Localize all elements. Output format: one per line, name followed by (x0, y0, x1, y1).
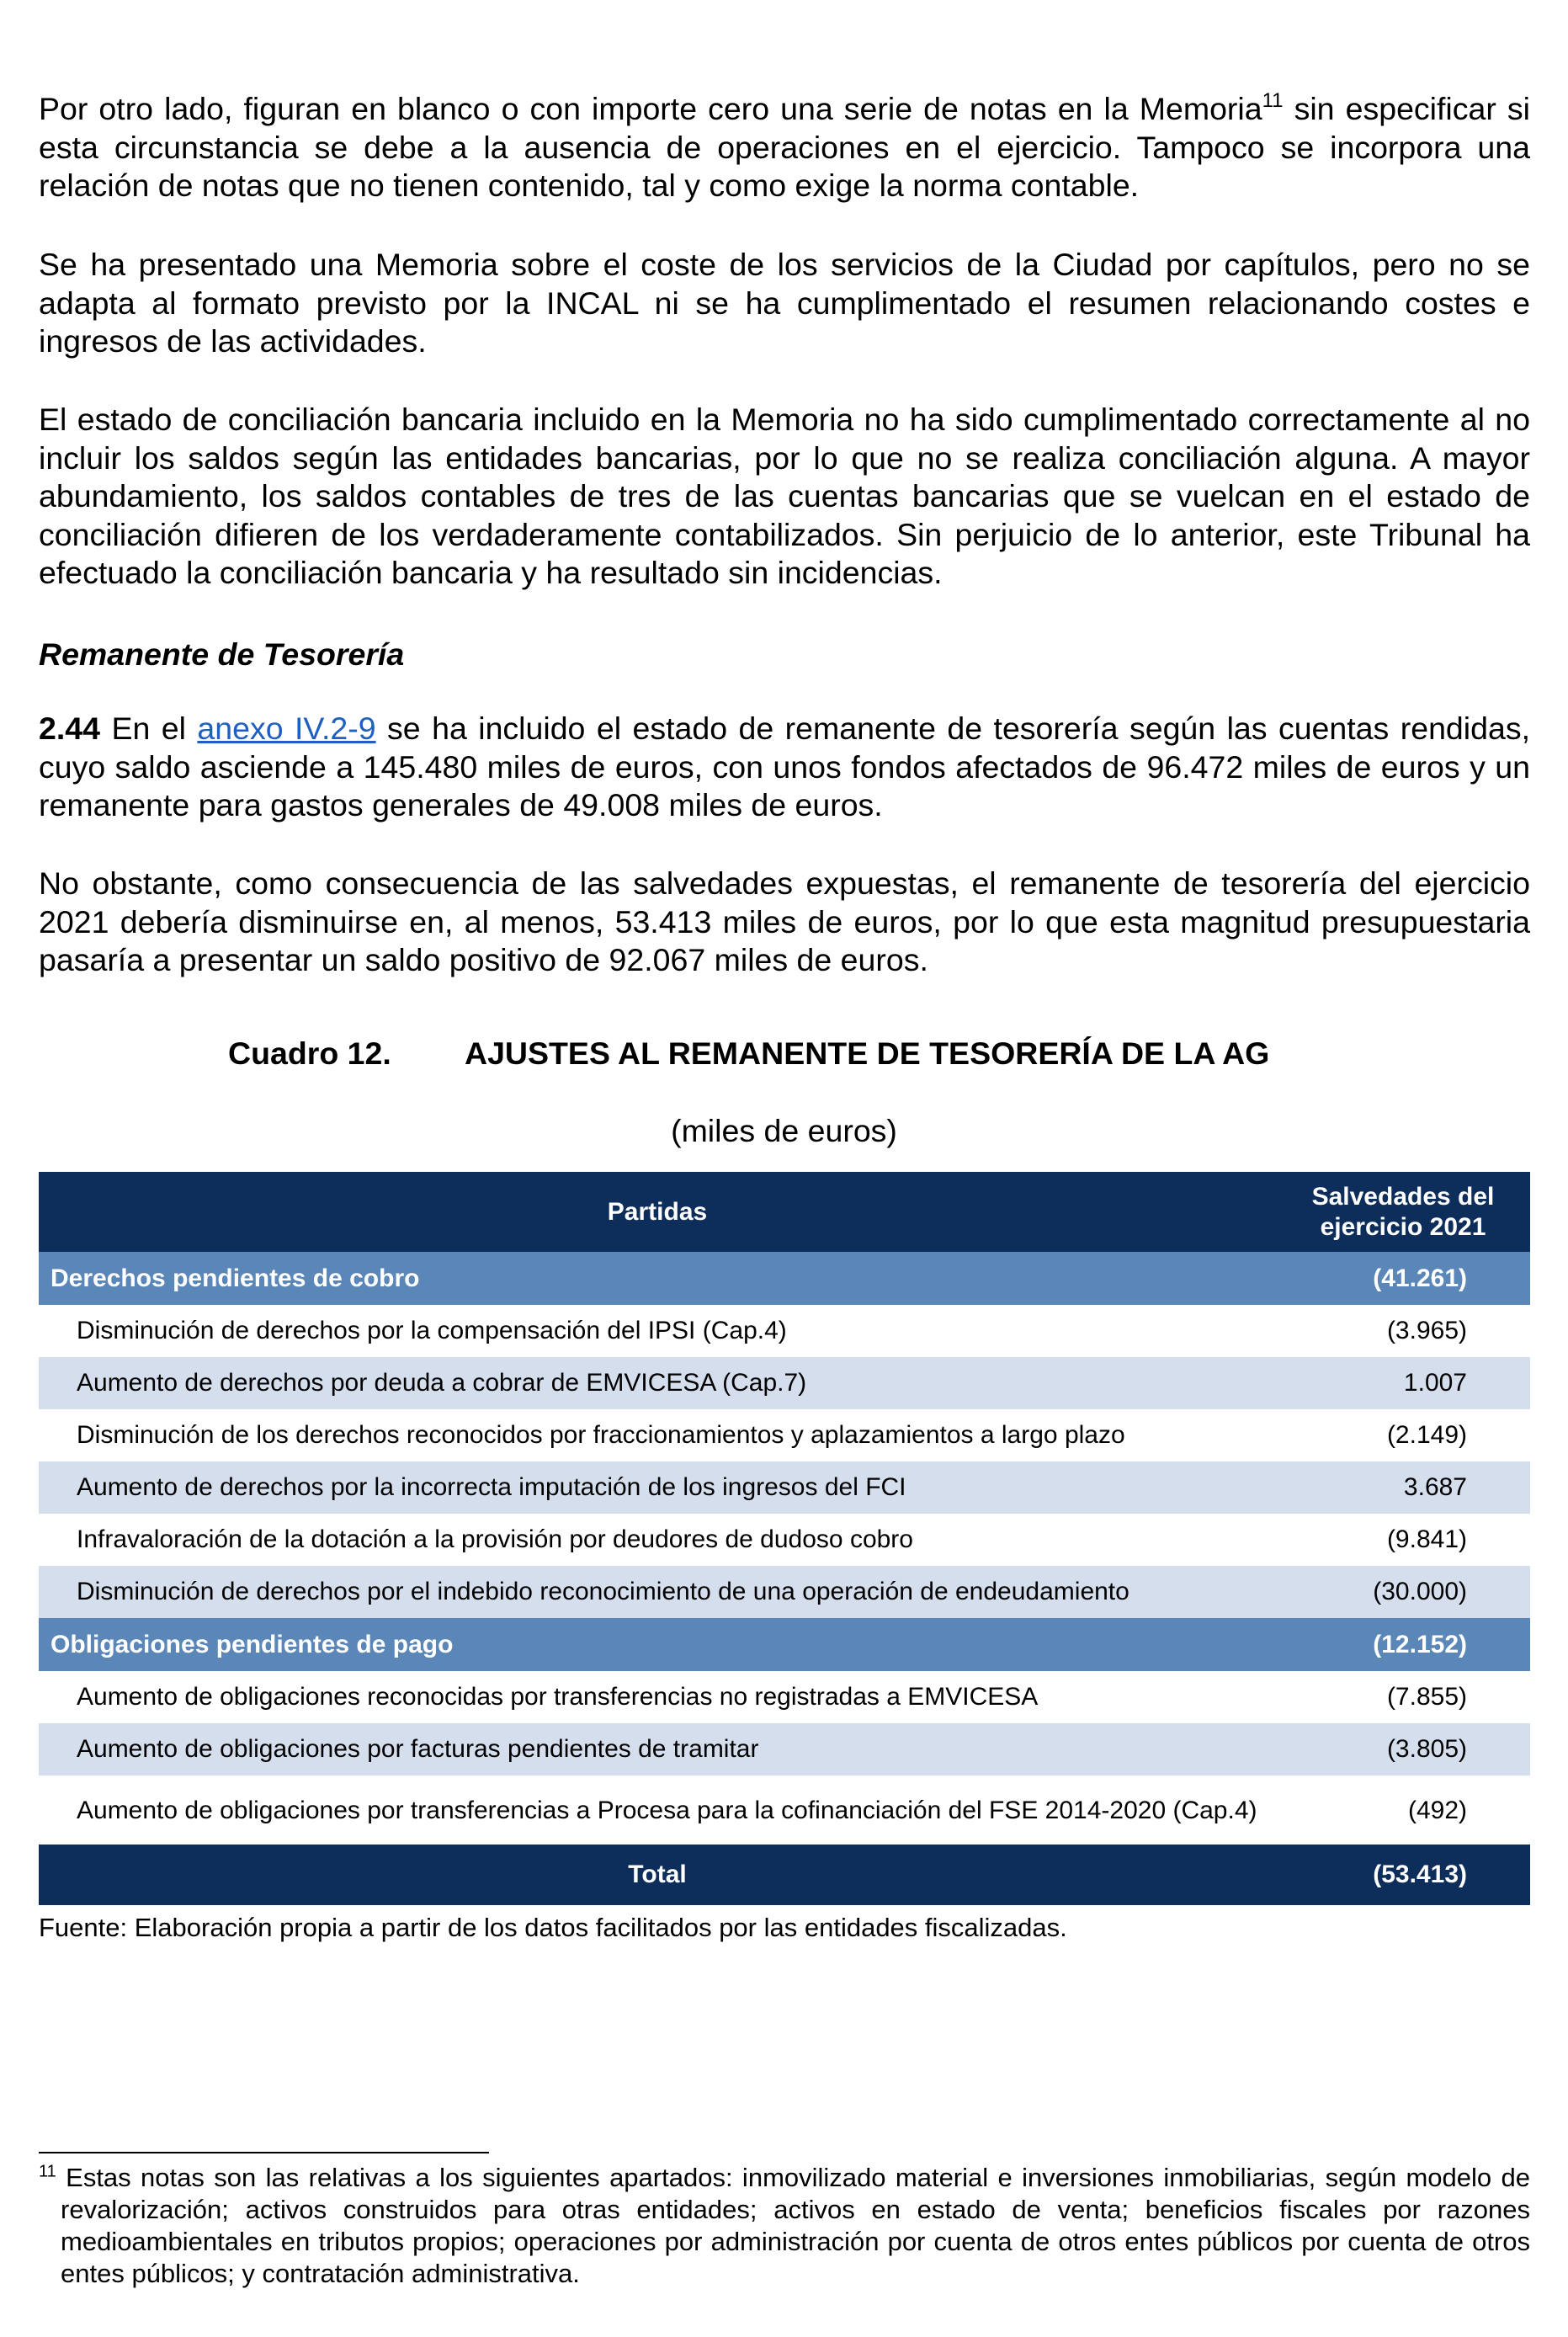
row-label: Aumento de derechos por deuda a cobrar de EMVICESA (Cap.7) (39, 1357, 1276, 1409)
footnote-separator (39, 2152, 489, 2153)
row-value: (3.965) (1386, 1317, 1467, 1344)
row-value: (2.149) (1386, 1421, 1467, 1449)
row-label: Aumento de derechos por la incorrecta imputación de los ingresos del FCI (39, 1461, 1276, 1514)
total-value: (53.413) (1276, 1845, 1530, 1905)
table-row (39, 1461, 1530, 1514)
section-value: (41.261) (1276, 1252, 1530, 1305)
paragraph-2-44 (39, 710, 1530, 825)
total-label: Total (39, 1845, 1276, 1905)
paragraph-text: sin especificar si esta circunstancia se debe a la ausencia de operaciones en el ejercicio. Tampoco se incorpora una relación de notas que no tienen contenido, tal y como exige la norma contable. (39, 91, 1530, 203)
row-label: Aumento de obligaciones reconocidas por transferencias no registradas a EMVICESA (77, 1683, 1039, 1711)
row-label: Disminución de derechos por el indebido reconocimiento de una operación de endeudamiento (39, 1566, 1276, 1618)
section-row-obligaciones (39, 1618, 1530, 1671)
footnote-number: 11 (39, 2162, 56, 2181)
section-row-derechos (39, 1252, 1530, 1305)
row-label: Disminución de los derechos reconocidos por fraccionamientos y aplazamientos a largo plazo (77, 1421, 1125, 1449)
row-label: Infravaloración de la dotación a la provisión por deudores de dudoso cobro (77, 1525, 913, 1553)
section-value: (12.152) (1276, 1618, 1530, 1671)
footnote (39, 2162, 1530, 2290)
table-unit: (miles de euros) (671, 1113, 897, 1148)
row-value: (7.855) (1386, 1683, 1467, 1711)
table-row (39, 1671, 1530, 1723)
row-value: (9.841) (1386, 1525, 1467, 1553)
section-label: Derechos pendientes de cobro (39, 1252, 1276, 1305)
table-row (39, 1409, 1530, 1461)
paragraph-text: Por otro lado, figuran en blanco o con importe cero una serie de notas en la Memoria (39, 91, 1262, 126)
table-row (39, 1357, 1530, 1409)
row-value: 3.687 (1276, 1461, 1530, 1514)
header-salvedades-line2: ejercicio 2021 (1320, 1212, 1486, 1241)
row-value: 1.007 (1276, 1357, 1530, 1409)
paragraph-cost-memoria: Se ha presentado una Memoria sobre el coste de los servicios de la Ciudad por capítulos, pero no se adapta al formato previsto por la INCAL ni se ha cumplimentado el resumen relacionando costes e ingresos de las actividades. (39, 247, 1530, 359)
header-partidas: Partidas (39, 1172, 1276, 1252)
paragraph-remanente-adjustment: No obstante, como consecuencia de las salvedades expuestas, el remanente de tesorería del ejercicio 2021 debería disminuirse en, al menos, 53.413 miles de euros, por lo que esta magnitud presupuestaria pasaría a presentar un saldo positivo de 92.067 miles de euros. (39, 865, 1530, 977)
section-subheading: Remanente de Tesorería (39, 636, 405, 672)
total-row (39, 1845, 1530, 1905)
table-row (39, 1775, 1530, 1845)
header-salvedades-line1: Salvedades del (1311, 1182, 1495, 1211)
paragraph-text: se ha incluido el estado de remanente de tesorería según las cuentas rendidas, cuyo saldo asciende a 145.480 miles de euros, con unos fondos afectados de 96.472 miles de euros y un remanente para gastos generales de 49.008 miles de euros. (39, 711, 1530, 822)
footnote-reference[interactable]: 11 (1262, 88, 1284, 112)
paragraph-bank-reconciliation: El estado de conciliación bancaria incluido en la Memoria no ha sido cumplimentado correctamente al no incluir los saldos según las entidades bancarias, por lo que no se realiza conciliación alguna. A mayor abundamiento, los saldos contables de tres de las cuentas bancarias que se vuelcan en el estado de conciliación difieren de los verdaderamente contabilizados. Sin perjuicio de lo anterior, este Tribunal ha efectuado la conciliación bancaria y ha resultado sin incidencias. (39, 402, 1530, 590)
adjustments-table (39, 1172, 1530, 1905)
annex-link[interactable]: anexo IV.2-9 (197, 711, 376, 746)
table-header-row (39, 1172, 1530, 1252)
row-label: Disminución de derechos por la compensación del IPSI (Cap.4) (77, 1317, 787, 1344)
paragraph-number: 2.44 (39, 711, 100, 746)
table-row (39, 1723, 1530, 1775)
paragraph-text: En el (100, 711, 198, 746)
row-value: (3.805) (1276, 1723, 1530, 1775)
table-caption (0, 1032, 1568, 1074)
row-value: (492) (1407, 1796, 1467, 1824)
row-label: Aumento de obligaciones por facturas pendientes de tramitar (39, 1723, 1276, 1775)
row-label: Aumento de obligaciones por transferencias a Procesa para la cofinanciación del FSE 2014-2020 (Cap.4) (77, 1796, 1257, 1824)
section-label: Obligaciones pendientes de pago (39, 1618, 1276, 1671)
footnote-text: Estas notas son las relativas a los siguientes apartados: inmovilizado material e inversiones inmobiliarias, según modelo de revalorización; activos construidos para otras entidades; activos en estado de venta; beneficios fiscales por razones medioambientales en tributos propios; operaciones por administración por cuenta de otros entes públicos por cuenta de otros entes públicos; y contratación administrativa. (56, 2163, 1530, 2288)
row-value: (30.000) (1276, 1566, 1530, 1618)
paragraph-memoria-notes (39, 90, 1530, 205)
table-row (39, 1514, 1530, 1566)
table-caption-title: AJUSTES AL REMANENTE DE TESORERÍA DE LA AG (465, 1035, 1270, 1071)
table-row (39, 1305, 1530, 1357)
table-row (39, 1566, 1530, 1618)
table-source: Fuente: Elaboración propia a partir de los datos facilitados por las entidades fiscalizadas. (39, 1913, 1067, 1942)
header-salvedades (1276, 1172, 1530, 1252)
table-caption-number: Cuadro 12. (228, 1035, 391, 1071)
